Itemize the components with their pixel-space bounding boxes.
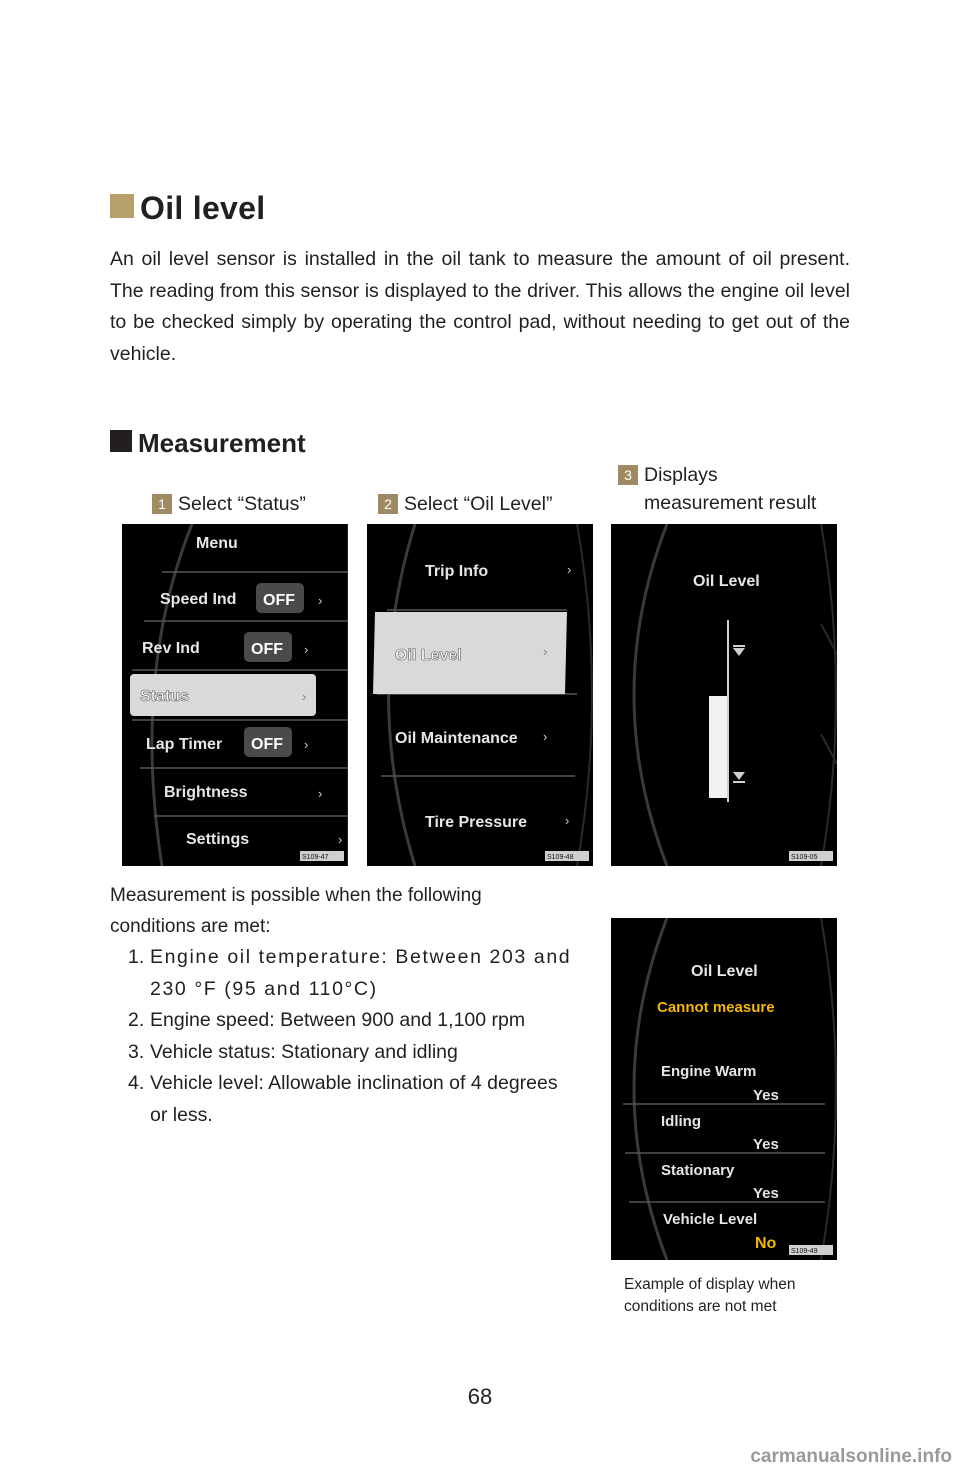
page-number: 68 [467, 1384, 493, 1409]
menu-item-brightness: Brightness [164, 784, 248, 801]
menu-item-rev-ind: Rev Ind [142, 640, 200, 657]
conditions-intro-line1: Measurement is possible when the following [110, 885, 482, 906]
list-item-number: 2. [128, 1009, 145, 1031]
condition-label-stationary: Stationary [661, 1162, 735, 1179]
condition-value-warning: No [755, 1235, 777, 1252]
screen-menu [122, 524, 348, 866]
step-number-badge: 3 [618, 465, 638, 485]
step-1-caption [152, 490, 306, 518]
heading-square-icon [110, 430, 132, 452]
list-item [128, 1068, 573, 1131]
list-item-text: Vehicle level: Allowable inclination of 4 degrees or less. [150, 1072, 558, 1126]
condition-value: Yes [753, 1185, 779, 1202]
measurement-title: Measurement [138, 428, 306, 458]
chevron-right-icon: › [543, 729, 548, 744]
list-item-number: 4. [128, 1072, 145, 1094]
screen-cannot-measure [611, 918, 837, 1260]
chevron-right-icon: › [304, 737, 309, 752]
chevron-right-icon: › [543, 644, 548, 659]
step-label: Select “Oil Level” [404, 493, 553, 515]
menu-title: Menu [196, 535, 238, 552]
off-badge: OFF [251, 641, 283, 658]
list-item [128, 1037, 573, 1069]
screen-status [367, 524, 593, 866]
condition-value: Yes [753, 1087, 779, 1104]
submenu-item-trip-info: Trip Info [425, 563, 489, 580]
oil-level-bar [709, 696, 727, 798]
oil-level-title: Oil Level [691, 963, 758, 980]
condition-value: Yes [753, 1136, 779, 1153]
figure-code: S109-49 [791, 1248, 818, 1255]
cannot-measure-status: Cannot measure [657, 999, 775, 1016]
menu-item-status: Status [140, 688, 189, 705]
figure-code: S109-05 [791, 854, 818, 861]
list-item-number: 1. [128, 946, 145, 968]
submenu-item-tire-pressure: Tire Pressure [425, 814, 527, 831]
step-label-line1: Displays [644, 464, 718, 486]
menu-item-settings: Settings [186, 831, 250, 848]
screen-oil-level-result [611, 524, 837, 866]
list-item [128, 1005, 573, 1037]
step-number-badge: 2 [378, 494, 398, 514]
chevron-right-icon: › [565, 813, 570, 828]
submenu-item-oil-maintenance: Oil Maintenance [395, 730, 518, 747]
step-number-badge: 1 [152, 494, 172, 514]
list-item-text: Vehicle status: Stationary and idling [150, 1040, 458, 1063]
step-label: Select “Status” [178, 493, 306, 515]
step-label-line2: measurement result [644, 492, 817, 514]
figure-caption: Example of display when conditions are not met [624, 1276, 796, 1315]
intro-paragraph: An oil level sensor is installed in the oil tank to measure the amount of oil present. The reading from this sensor is displayed to the driver. This allows the engine oil level to be checked simply by operating the control pad, without needing to get out of the vehicle. [110, 248, 850, 365]
submenu-item-oil-level: Oil Level [395, 647, 462, 664]
conditions-list [128, 942, 573, 1131]
menu-item-speed-ind: Speed Ind [160, 591, 237, 608]
section-title: Oil level [140, 190, 266, 226]
step-2-caption [378, 490, 552, 518]
list-item-text: Engine oil temperature: Between 203 and 230 °F (95 and 110°C) [150, 946, 572, 1000]
off-badge: OFF [251, 736, 283, 753]
condition-label-vehicle-level: Vehicle Level [663, 1211, 758, 1228]
chevron-right-icon: › [567, 562, 572, 577]
list-item [128, 942, 573, 1005]
list-item-number: 3. [128, 1040, 145, 1063]
heading-square-icon [110, 194, 134, 218]
oil-level-title: Oil Level [693, 573, 760, 590]
conditions-intro [110, 880, 510, 942]
chevron-right-icon: › [304, 642, 309, 657]
chevron-right-icon: › [302, 689, 307, 704]
chevron-right-icon: › [318, 786, 323, 801]
off-badge: OFF [263, 592, 295, 609]
condition-label-idling: Idling [661, 1113, 701, 1130]
conditions-intro-line2: conditions are met: [110, 916, 271, 937]
figure-code: S109-47 [302, 854, 329, 861]
condition-label-engine-warm: Engine Warm [661, 1063, 757, 1080]
measurement-heading [110, 428, 306, 459]
chevron-right-icon: › [318, 593, 323, 608]
lower-limit-marker-icon [733, 772, 745, 780]
figure-code: S109-48 [547, 854, 574, 861]
section-heading [110, 190, 265, 227]
list-item-text: Engine speed: Between 900 and 1,100 rpm [150, 1009, 526, 1031]
watermark: carmanualsonline.info [750, 1446, 952, 1467]
menu-item-lap-timer: Lap Timer [146, 736, 223, 753]
chevron-right-icon: › [338, 832, 343, 847]
upper-limit-marker-icon [733, 648, 745, 656]
step-3-caption [618, 461, 816, 517]
